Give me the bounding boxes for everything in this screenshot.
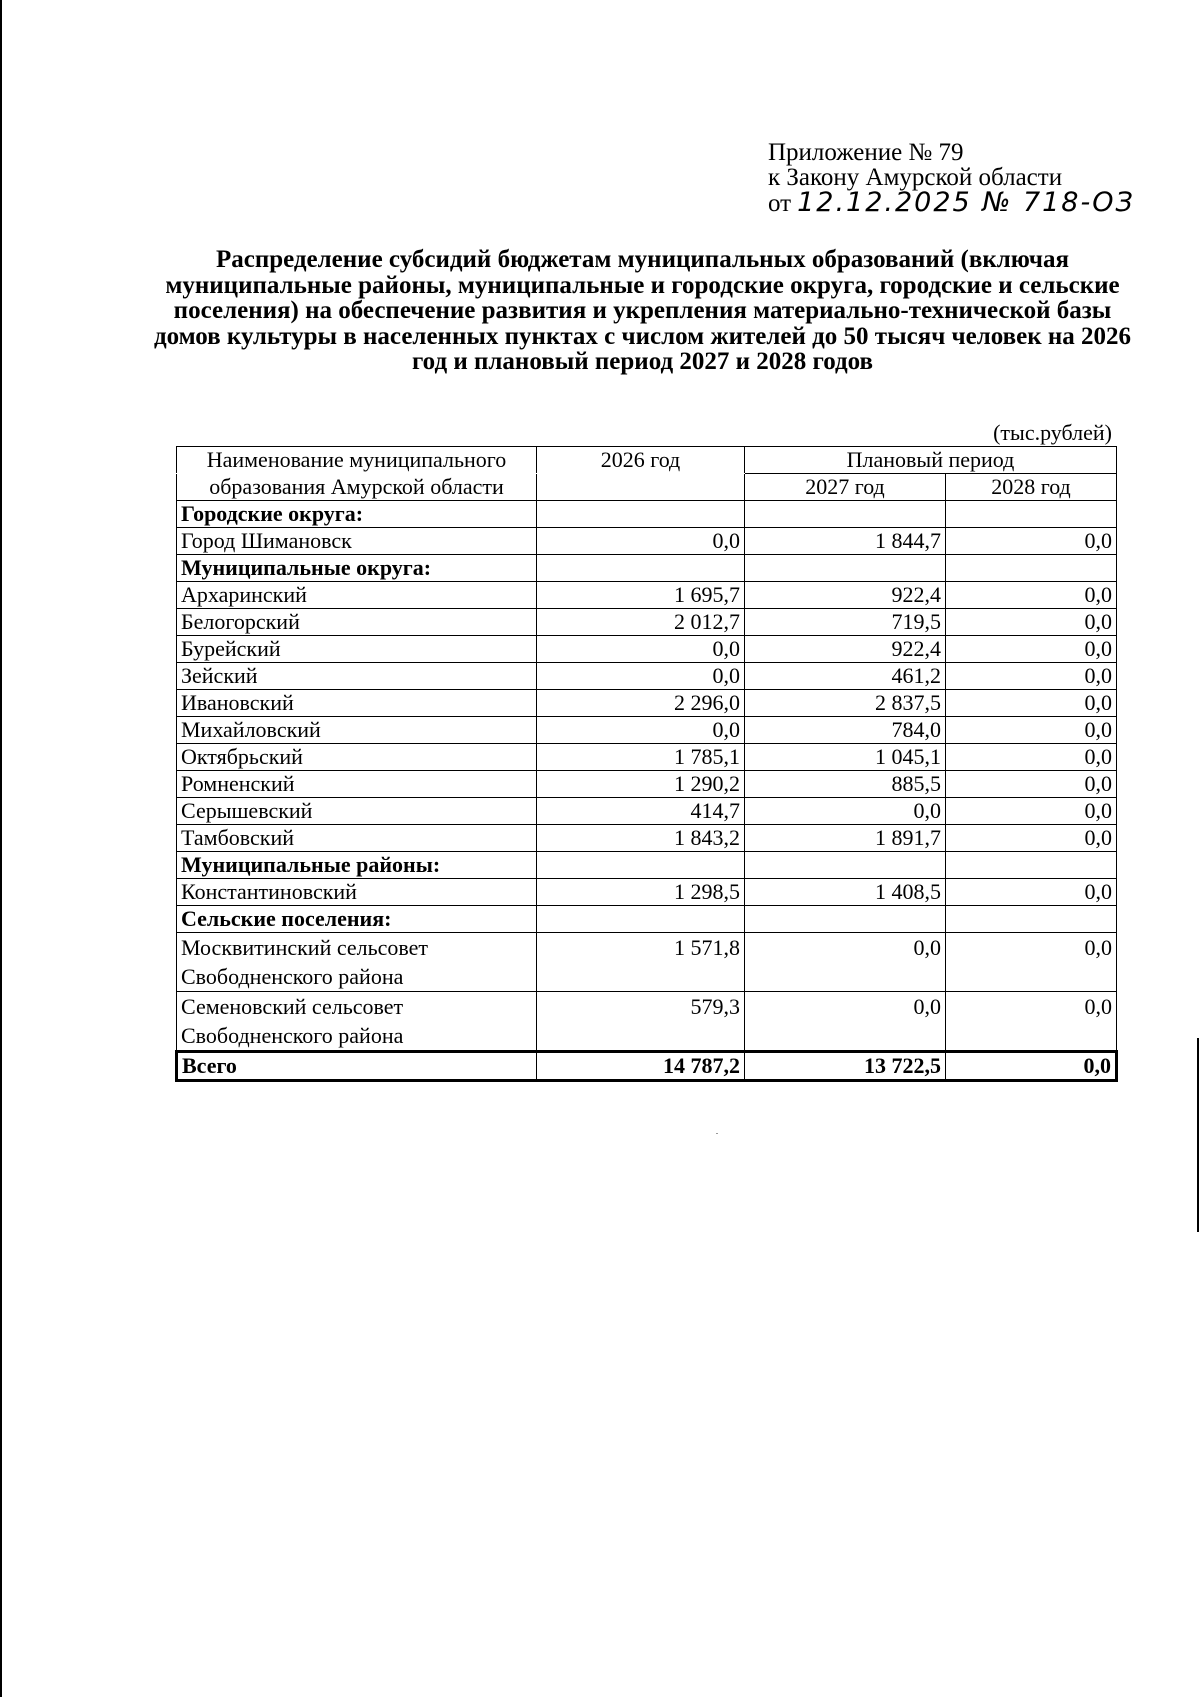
appendix-date-line: [768, 187, 1135, 218]
table-row: [177, 636, 1117, 663]
table-row: [177, 717, 1117, 744]
municipality-name: [177, 992, 537, 1052]
section-label: Городские округа:: [177, 501, 537, 528]
empty-cell: [946, 852, 1117, 879]
header-2026-blank: [537, 474, 745, 501]
value-2026: 579,3: [537, 992, 745, 1052]
section-row: [177, 906, 1117, 933]
municipality-name: [177, 771, 537, 798]
municipality-name: [177, 825, 537, 852]
table-row: [177, 690, 1117, 717]
empty-cell: [537, 555, 745, 582]
municipality-name-line1: Архаринский: [181, 582, 307, 607]
table-row: [177, 663, 1117, 690]
empty-cell: [745, 555, 946, 582]
value-2026: 1 571,8: [537, 933, 745, 992]
municipality-name-line1: Ивановский: [181, 690, 294, 715]
value-2026: 1 785,1: [537, 744, 745, 771]
value-2027: 784,0: [745, 717, 946, 744]
units-label: (тыс.рублей): [993, 420, 1112, 445]
value-2026: 0,0: [537, 636, 745, 663]
value-2026: 1 695,7: [537, 582, 745, 609]
value-2027: 1 408,5: [745, 879, 946, 906]
municipality-name-line1: Константиновский: [181, 879, 357, 904]
value-2027: 922,4: [745, 636, 946, 663]
section-label: Муниципальные округа:: [177, 555, 537, 582]
municipality-name: [177, 582, 537, 609]
value-2026: 1 843,2: [537, 825, 745, 852]
empty-cell: [745, 852, 946, 879]
municipality-name-line1: Октябрьский: [181, 744, 303, 769]
municipality-name-line1: Семеновский сельсовет: [181, 994, 404, 1019]
appendix-law: к Закону Амурской области: [768, 164, 1063, 191]
date-prefix: от: [768, 190, 792, 217]
table-header-row-2: [177, 474, 1117, 501]
value-2027: 2 837,5: [745, 690, 946, 717]
municipality-name: [177, 636, 537, 663]
municipality-name: [177, 744, 537, 771]
document-title: Распределение субсидий бюджетам муниципальных образований (включая муниципальные районы, муниципальные и городские округа, городские и сельские поселения) на обеспечение развития и укрепления материально-технической базы домов культуры в населенных пунктах с числом жителей до 50 тысяч человек на 2026 год и плановый период 2027 и 2028 годов: [153, 246, 1132, 375]
subsidy-table: [175, 446, 1118, 1082]
value-2028: 0,0: [946, 933, 1117, 992]
table-row: [177, 879, 1117, 906]
table-row: [177, 933, 1117, 992]
scan-right-edge: [1197, 1038, 1199, 1232]
table-row: [177, 825, 1117, 852]
municipality-name: [177, 528, 537, 555]
municipality-name-line1: Ромненский: [181, 771, 295, 796]
handwritten-date: 12.12.2025 № 718-ОЗ: [797, 187, 1135, 218]
municipality-name: [177, 798, 537, 825]
municipality-name-line2: Свободненского района: [181, 964, 404, 989]
empty-cell: [537, 852, 745, 879]
section-label: Сельские поселения:: [177, 906, 537, 933]
empty-cell: [537, 906, 745, 933]
header-2028: 2028 год: [946, 474, 1117, 501]
municipality-name: [177, 879, 537, 906]
table-body: [177, 447, 1117, 1081]
municipality-name-line1: Серышевский: [181, 798, 313, 823]
municipality-name-line1: Бурейский: [181, 636, 281, 661]
value-2027: 0,0: [745, 992, 946, 1052]
value-2028: 0,0: [946, 690, 1117, 717]
value-2027: 1 045,1: [745, 744, 946, 771]
value-2027: 885,5: [745, 771, 946, 798]
header-name-line2: образования Амурской области: [177, 474, 537, 501]
value-2028: 0,0: [946, 771, 1117, 798]
value-2026: 0,0: [537, 528, 745, 555]
municipality-name-line1: Белогорский: [181, 609, 300, 634]
municipality-name-line1: Михайловский: [181, 717, 321, 742]
total-row: [177, 1052, 1117, 1081]
value-2028: 0,0: [946, 663, 1117, 690]
empty-cell: [946, 501, 1117, 528]
municipality-name: [177, 717, 537, 744]
empty-cell: [946, 555, 1117, 582]
table-row: [177, 992, 1117, 1052]
value-2028: 0,0: [946, 798, 1117, 825]
scan-speck: [716, 1133, 718, 1134]
appendix-block: [768, 140, 1135, 216]
empty-cell: [745, 501, 946, 528]
appendix-number: Приложение № 79: [768, 139, 964, 166]
municipality-name: [177, 663, 537, 690]
header-2026: 2026 год: [537, 447, 745, 474]
value-2027: 922,4: [745, 582, 946, 609]
municipality-name: [177, 933, 537, 992]
value-2026: 414,7: [537, 798, 745, 825]
municipality-name-line1: Город Шимановск: [181, 528, 352, 553]
municipality-name-line1: Москвитинский сельсовет: [181, 935, 429, 960]
table-row: [177, 798, 1117, 825]
empty-cell: [537, 501, 745, 528]
total-value-2026: 14 787,2: [537, 1052, 745, 1081]
header-name-line1: Наименование муниципального: [177, 447, 537, 474]
table-row: [177, 771, 1117, 798]
value-2028: 0,0: [946, 717, 1117, 744]
value-2028: 0,0: [946, 609, 1117, 636]
municipality-name: [177, 690, 537, 717]
section-row: [177, 852, 1117, 879]
municipality-name: [177, 609, 537, 636]
value-2026: 1 290,2: [537, 771, 745, 798]
section-row: [177, 501, 1117, 528]
empty-cell: [946, 906, 1117, 933]
value-2026: 2 012,7: [537, 609, 745, 636]
value-2028: 0,0: [946, 879, 1117, 906]
value-2027: 1 891,7: [745, 825, 946, 852]
value-2028: 0,0: [946, 992, 1117, 1052]
table-row: [177, 528, 1117, 555]
section-row: [177, 555, 1117, 582]
total-label: Всего: [177, 1052, 537, 1081]
table-header-row-1: [177, 447, 1117, 474]
value-2028: 0,0: [946, 744, 1117, 771]
scan-left-edge: [0, 0, 2, 1697]
section-label: Муниципальные районы:: [177, 852, 537, 879]
value-2026: 0,0: [537, 717, 745, 744]
header-planned-period: Плановый период: [745, 447, 1117, 474]
total-value-2028: 0,0: [946, 1052, 1117, 1081]
value-2027: 0,0: [745, 933, 946, 992]
total-value-2027: 13 722,5: [745, 1052, 946, 1081]
value-2027: 461,2: [745, 663, 946, 690]
value-2026: 0,0: [537, 663, 745, 690]
table-row: [177, 609, 1117, 636]
table-row: [177, 744, 1117, 771]
value-2026: 2 296,0: [537, 690, 745, 717]
value-2028: 0,0: [946, 528, 1117, 555]
municipality-name-line1: Зейский: [181, 663, 258, 688]
municipality-name-line1: Тамбовский: [181, 825, 295, 850]
value-2027: 1 844,7: [745, 528, 946, 555]
header-2027: 2027 год: [745, 474, 946, 501]
value-2028: 0,0: [946, 582, 1117, 609]
value-2027: 0,0: [745, 798, 946, 825]
empty-cell: [745, 906, 946, 933]
value-2028: 0,0: [946, 825, 1117, 852]
table-row: [177, 582, 1117, 609]
municipality-name-line2: Свободненского района: [181, 1023, 404, 1048]
value-2027: 719,5: [745, 609, 946, 636]
value-2028: 0,0: [946, 636, 1117, 663]
value-2026: 1 298,5: [537, 879, 745, 906]
